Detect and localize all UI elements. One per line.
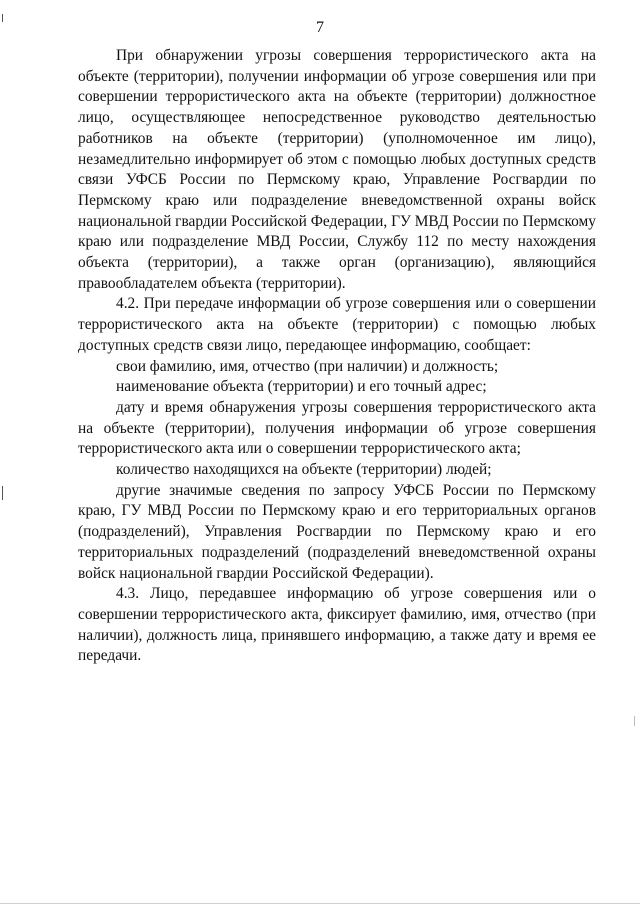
list-item-full-name: свои фамилию, имя, отчество (при наличии) и должность;: [116, 357, 499, 375]
list-item-date-time: дату и время обнаружения угрозы совершения террористического акта на объекте (территории), получения информации об угрозе совершения террористического акта или о совершении террористического акта;: [78, 398, 596, 458]
scan-edge-mark-middle: [2, 486, 3, 500]
list-item-other-info: другие значимые сведения по запросу УФСБ России по Пермскому краю, ГУ МВД России по Пермскому краю и его территориальных органов (подразделений), Управления Росгвардии по Пермскому краю и его территориальных подразделений (подразделений вневедомственной охраны войск национальной гвардии Российской Федерации).: [78, 481, 596, 582]
scan-edge-mark-top: [2, 14, 3, 22]
list-item-object-address: наименование объекта (территории) и его точный адрес;: [116, 378, 487, 396]
scan-bottom-edge: [0, 903, 640, 904]
list-item-people-count: количество находящихся на объекте (территории) людей;: [116, 461, 492, 479]
scan-edge-mark-right: [634, 716, 635, 726]
paragraph-4-2: 4.2. При передаче информации об угрозе совершения или о совершении террористического акта на объекте (территории) с помощью любых доступных средств связи лицо, передающее информацию, сообщает:: [78, 295, 596, 354]
document-body: [78, 46, 596, 667]
paragraph-threat-detection: При обнаружении угрозы совершения террористического акта на объекте (территории), получении информации об угрозе совершения или при совершении террористического акта на объекте (территории) должностное лицо, осуществляющее непосредственное руководство деятельностью работников на объекте (территории) (уполномоченное им лицо), незамедлительно информирует об этом с помощью любых доступных средств связи УФСБ России по Пермскому краю, Управление Росгвардии по Пермскому краю или подразделение вневедомственной охраны войск национальной гвардии Российской Федерации, ГУ МВД России по Пермскому краю или подразделение МВД России, Службу 112 по месту нахождения объекта (территории), а также орган (организацию), являющийся правообладателем объекта (территории).: [78, 47, 596, 292]
paragraph-4-3: 4.3. Лицо, передавшее информацию об угрозе совершения или о совершении террористического акта, фиксирует фамилию, имя, отчество (при наличии), должность лица, принявшего информацию, а также дату и время ее передачи.: [78, 585, 596, 665]
page-number: 7: [316, 19, 324, 36]
